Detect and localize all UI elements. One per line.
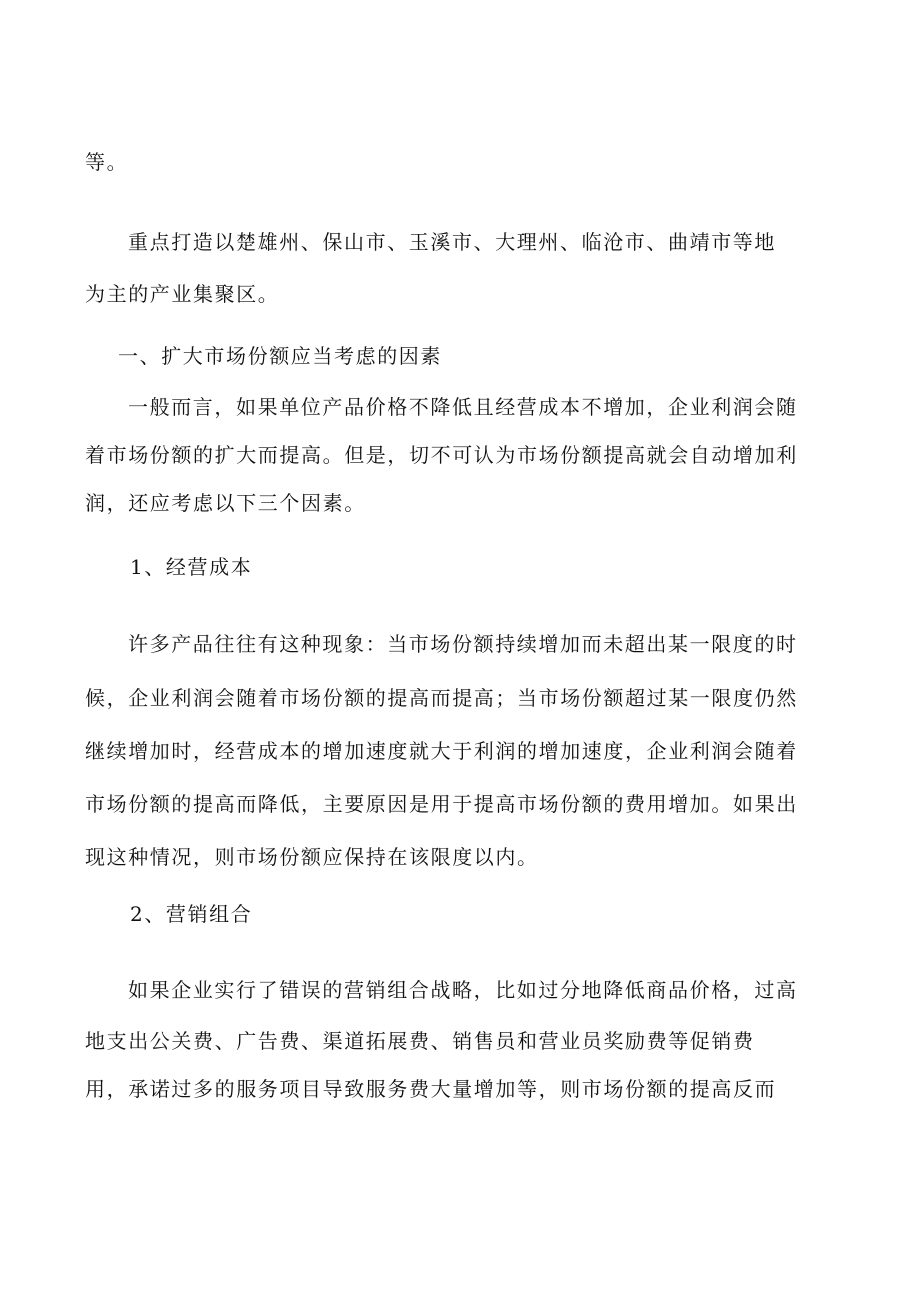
paragraph-cost-line-1: 许多产品往往有这种现象：当市场份额持续增加而未超出某一限度的时 [128,632,798,656]
paragraph-cost-line-5: 现这种情况，则市场份额应保持在该限度以内。 [85,845,539,869]
paragraph-cost-line-3: 继续增加时，经营成本的增加速度就大于利润的增加速度，企业利润会随着 [85,739,798,763]
paragraph-cost-line-2: 候，企业利润会随着市场份额的提高而提高；当市场份额超过某一限度仍然 [85,686,798,710]
subheading-operating-cost: 1、经营成本 [130,555,253,579]
paragraph-mix-line-3: 用，承诺过多的服务项目导致服务费大量增加等，则市场份额的提高反而 [85,1077,777,1101]
paragraph-general-line-3: 润，还应考虑以下三个因素。 [85,491,366,515]
paragraph-mix-line-2: 地支出公关费、广告费、渠道拓展费、销售员和营业员奖励费等促销费 [85,1029,755,1053]
paragraph-general-line-2: 着市场份额的扩大而提高。但是，切不可认为市场份额提高就会自动增加利 [85,443,798,467]
subheading-marketing-mix: 2、营销组合 [130,902,253,926]
paragraph-general-line-1: 一般而言，如果单位产品价格不降低且经营成本不增加，企业利润会随 [128,395,798,419]
paragraph-continuation-line: 等。 [85,150,129,174]
paragraph-cluster-line-1: 重点打造以楚雄州、保山市、玉溪市、大理州、临沧市、曲靖市等地 [128,230,776,254]
section-heading-factors: 一、扩大市场份额应当考虑的因素 [118,344,442,368]
paragraph-cost-line-4: 市场份额的提高而降低，主要原因是用于提高市场份额的费用增加。如果出 [85,792,798,816]
paragraph-mix-line-1: 如果企业实行了错误的营销组合战略，比如过分地降低商品价格，过高 [128,978,798,1002]
paragraph-cluster-line-2: 为主的产业集聚区。 [85,282,280,306]
